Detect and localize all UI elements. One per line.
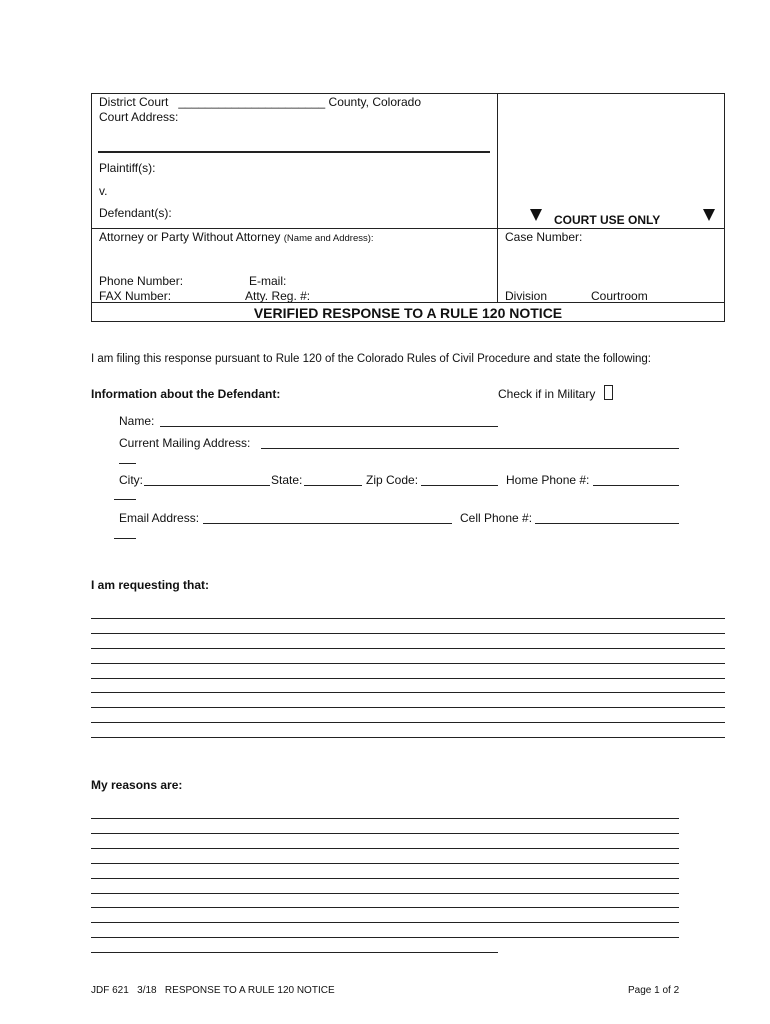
city-field[interactable]	[144, 485, 270, 486]
mailing-label: Current Mailing Address:	[119, 436, 251, 450]
cell-phone-label: Cell Phone #:	[460, 511, 533, 525]
court-prefix: District Court	[99, 95, 169, 109]
state-label: State:	[271, 473, 303, 487]
reasons-line[interactable]	[91, 922, 679, 923]
email-address-label: Email Address:	[119, 511, 200, 525]
name-field[interactable]	[160, 426, 498, 427]
intro-text: I am filing this response pursuant to Rule 120 of the Colorado Rules of Civil Procedure and state the following:	[91, 353, 651, 365]
plaintiffs-label: Plaintiff(s):	[99, 161, 156, 175]
reasons-line[interactable]	[91, 878, 679, 879]
footer-page-number: Page 1 of 2	[628, 985, 680, 996]
county-blank[interactable]: ______________________	[178, 95, 326, 109]
state-field[interactable]	[304, 485, 362, 486]
email-label: E-mail:	[249, 274, 287, 288]
reasons-line[interactable]	[91, 952, 498, 953]
requesting-line[interactable]	[91, 692, 725, 693]
requesting-line[interactable]	[91, 678, 725, 679]
reasons-heading: My reasons are:	[91, 778, 183, 792]
requesting-line[interactable]	[91, 663, 725, 664]
down-arrow-icon	[530, 209, 542, 221]
defendant-info-heading: Information about the Defendant:	[91, 387, 281, 401]
home-phone-field[interactable]	[593, 485, 679, 486]
reasons-line[interactable]	[91, 937, 679, 938]
requesting-line[interactable]	[91, 618, 725, 619]
requesting-line[interactable]	[91, 737, 725, 738]
down-arrow-icon	[703, 209, 715, 221]
zip-label: Zip Code:	[366, 473, 419, 487]
name-label: Name:	[119, 414, 155, 428]
reasons-line[interactable]	[91, 863, 679, 864]
home-phone-label: Home Phone #:	[506, 473, 590, 487]
division-label: Division	[505, 289, 548, 303]
atty-reg-label: Atty. Reg. #:	[245, 289, 311, 303]
mailing-field[interactable]	[261, 448, 679, 449]
courtroom-label: Courtroom	[591, 289, 648, 303]
court-use-only-label: COURT USE ONLY	[554, 213, 661, 227]
footer-form-id: JDF 621 3/18 RESPONSE TO A RULE 120 NOTICE	[91, 985, 335, 996]
reasons-line[interactable]	[91, 907, 679, 908]
defendants-label: Defendant(s):	[99, 206, 172, 220]
attorney-label: Attorney or Party Without Attorney	[99, 230, 281, 244]
email-address-field[interactable]	[203, 523, 452, 524]
case-number-label: Case Number:	[505, 230, 583, 244]
military-label: Check if in Military	[498, 387, 596, 401]
home-phone-field-cont[interactable]	[114, 499, 136, 500]
court-line	[99, 95, 421, 109]
reasons-line[interactable]	[91, 893, 679, 894]
requesting-line[interactable]	[91, 633, 725, 634]
form-title: VERIFIED RESPONSE TO A RULE 120 NOTICE	[253, 305, 563, 321]
reasons-line[interactable]	[91, 848, 679, 849]
reasons-line[interactable]	[91, 833, 679, 834]
court-address-label: Court Address:	[99, 110, 179, 124]
reasons-line[interactable]	[91, 818, 679, 819]
requesting-heading: I am requesting that:	[91, 578, 210, 592]
zip-field[interactable]	[421, 485, 498, 486]
cell-phone-field-cont[interactable]	[114, 538, 136, 539]
fax-label: FAX Number:	[99, 289, 172, 303]
phone-label: Phone Number:	[99, 274, 184, 288]
military-checkbox[interactable]	[604, 385, 613, 400]
mailing-field-cont[interactable]	[119, 463, 136, 464]
attorney-note: (Name and Address):	[283, 233, 374, 244]
versus-label: v.	[99, 184, 108, 198]
requesting-line[interactable]	[91, 707, 725, 708]
attorney-label-line	[99, 230, 374, 244]
cell-phone-field[interactable]	[535, 523, 679, 524]
requesting-line[interactable]	[91, 648, 725, 649]
requesting-line[interactable]	[91, 722, 725, 723]
city-label: City:	[119, 473, 143, 487]
court-suffix: County, Colorado	[328, 95, 422, 109]
